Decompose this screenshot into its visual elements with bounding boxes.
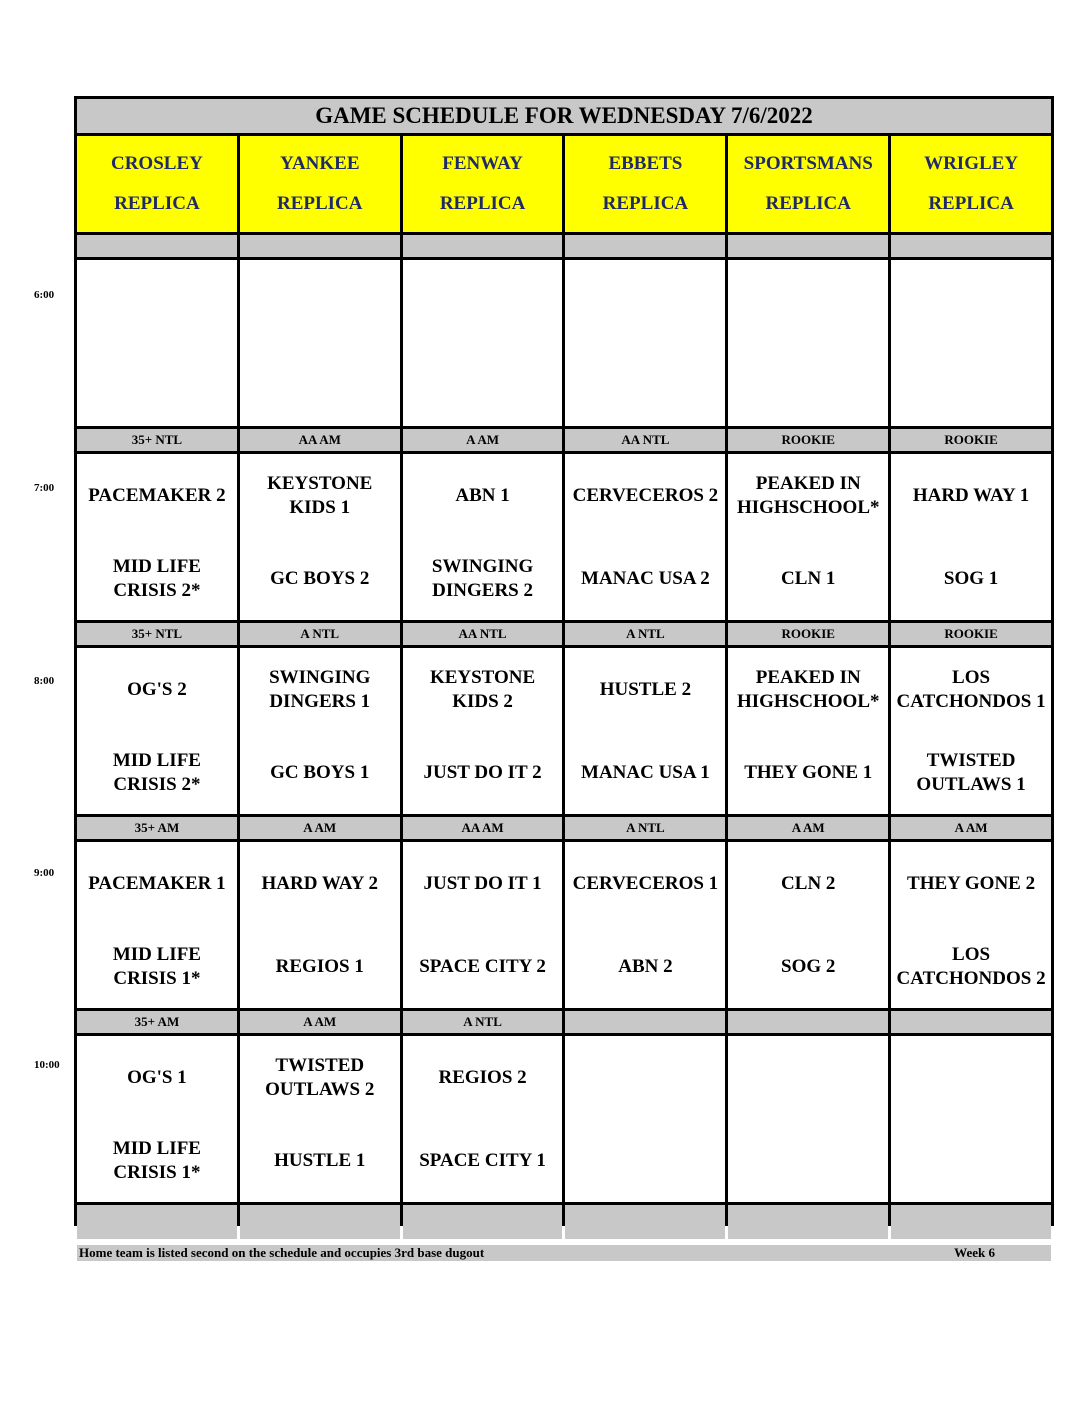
division-label: ROOKIE [728, 623, 888, 645]
away-team: PEAKED IN HIGHSCHOOL* [736, 666, 880, 712]
division-label: A AM [240, 1011, 400, 1033]
away-team: THEY GONE 2 [907, 872, 1036, 894]
game-cell [728, 842, 888, 1008]
division-label [891, 1205, 1051, 1239]
game-cell [891, 1036, 1051, 1202]
division-label [240, 235, 400, 257]
venue-name: WRIGLEY [924, 153, 1019, 174]
game-cell [403, 648, 563, 814]
away-team: CLN 2 [781, 872, 836, 894]
away-team: PACEMAKER 2 [88, 484, 226, 506]
division-label: 35+ AM [77, 1011, 237, 1033]
venue-header [403, 136, 563, 232]
away-team: HARD WAY 2 [261, 872, 378, 894]
home-team: MID LIFE CRISIS 2* [112, 555, 201, 601]
away-team: LOS CATCHONDOS 1 [896, 666, 1046, 712]
away-team: HUSTLE 2 [599, 678, 692, 700]
division-label [565, 1205, 725, 1239]
home-team: HUSTLE 1 [274, 1149, 366, 1171]
away-team [728, 1036, 888, 1119]
schedule-footer [77, 1245, 1051, 1261]
division-label [891, 235, 1051, 257]
away-team: KEYSTONE KIDS 1 [267, 472, 373, 518]
venue-name: YANKEE [279, 153, 360, 174]
home-team: LOS CATCHONDOS 2 [896, 943, 1046, 989]
division-label: ROOKIE [891, 623, 1051, 645]
home-team: REGIOS 1 [275, 955, 364, 977]
home-team: MANAC USA 2 [581, 567, 710, 589]
venue-subtitle: REPLICA [114, 193, 200, 214]
home-team [728, 1119, 888, 1202]
game-cell [240, 260, 400, 426]
division-label [77, 1205, 237, 1239]
venue-header [240, 136, 400, 232]
home-team [240, 343, 400, 426]
division-label: A NTL [403, 1011, 563, 1033]
game-cell [728, 454, 888, 620]
game-cell [565, 454, 725, 620]
home-team: GC BOYS 2 [270, 567, 370, 589]
venue-name: SPORTSMANS [743, 153, 873, 174]
venue-subtitle: REPLICA [765, 193, 851, 214]
time-label: 7:00 [34, 482, 55, 494]
game-cell [77, 260, 237, 426]
division-label [240, 1205, 400, 1239]
home-team [565, 1119, 725, 1202]
division-label: A NTL [565, 623, 725, 645]
home-team: MID LIFE CRISIS 2* [112, 749, 201, 795]
home-team [403, 343, 563, 426]
division-label [565, 1011, 725, 1033]
venue-name: FENWAY [442, 153, 523, 174]
away-team [403, 260, 563, 343]
venue-header [891, 136, 1051, 232]
game-cell [240, 454, 400, 620]
home-team: JUST DO IT 2 [423, 761, 542, 783]
home-team [728, 343, 888, 426]
away-team [891, 1036, 1051, 1119]
home-team [891, 343, 1051, 426]
division-label: A AM [403, 429, 563, 451]
game-cell [891, 454, 1051, 620]
game-cell [240, 648, 400, 814]
game-cell [403, 454, 563, 620]
away-team: ABN 1 [455, 484, 510, 506]
venue-subtitle: REPLICA [928, 193, 1014, 214]
division-label: 35+ NTL [77, 623, 237, 645]
game-cell [240, 842, 400, 1008]
division-label: ROOKIE [891, 429, 1051, 451]
footer-note: Home team is listed second on the schedule and occupies 3rd base dugout [79, 1245, 485, 1260]
game-cell [728, 648, 888, 814]
division-label [403, 235, 563, 257]
home-team: SOG 1 [943, 567, 999, 589]
away-team [565, 260, 725, 343]
game-cell [403, 1036, 563, 1202]
away-team: HARD WAY 1 [912, 484, 1030, 506]
venue-subtitle: REPLICA [602, 193, 689, 214]
home-team: MID LIFE CRISIS 1* [112, 943, 201, 989]
away-team: CERVECEROS 1 [572, 872, 719, 894]
division-label [565, 235, 725, 257]
away-team: OG'S 1 [127, 1066, 187, 1088]
week-label: Week 6 [954, 1245, 995, 1260]
home-team: THEY GONE 1 [744, 761, 873, 783]
venue-header [77, 136, 237, 232]
venue-name: CROSLEY [110, 153, 203, 174]
home-team: SPACE CITY 1 [419, 1149, 546, 1171]
division-label [77, 235, 237, 257]
division-label [891, 1011, 1051, 1033]
game-cell [565, 1036, 725, 1202]
game-cell [77, 454, 237, 620]
division-label: A NTL [565, 817, 725, 839]
game-cell [565, 842, 725, 1008]
time-label: 6:00 [34, 289, 55, 301]
game-cell [77, 1036, 237, 1202]
home-team [77, 343, 237, 426]
division-label [728, 235, 888, 257]
division-label: A AM [240, 817, 400, 839]
venue-subtitle: REPLICA [439, 193, 526, 214]
division-label: AA NTL [565, 429, 725, 451]
home-team: MID LIFE CRISIS 1* [112, 1137, 201, 1183]
home-team: CLN 1 [781, 567, 836, 589]
home-team: TWISTED OUTLAWS 1 [916, 749, 1026, 795]
division-label [728, 1011, 888, 1033]
game-cell [403, 260, 563, 426]
venue-name: EBBETS [608, 153, 683, 174]
game-cell [565, 260, 725, 426]
division-label [728, 1205, 888, 1239]
game-cell [77, 842, 237, 1008]
home-team: SOG 2 [781, 955, 836, 977]
away-team [891, 260, 1051, 343]
away-team: CERVECEROS 2 [572, 484, 719, 506]
game-cell [891, 648, 1051, 814]
away-team [77, 260, 237, 343]
game-cell [565, 648, 725, 814]
venue-header [565, 136, 725, 232]
division-label: AA AM [240, 429, 400, 451]
game-cell [240, 1036, 400, 1202]
home-team [565, 343, 725, 426]
schedule-grid [74, 96, 1054, 1260]
division-label: 35+ AM [77, 817, 237, 839]
division-label: A AM [891, 817, 1051, 839]
away-team [240, 260, 400, 343]
division-label: AA NTL [403, 623, 563, 645]
division-label [403, 1205, 563, 1239]
away-team: PACEMAKER 1 [88, 872, 226, 894]
time-label: 9:00 [34, 867, 55, 879]
game-cell [728, 260, 888, 426]
game-cell [77, 648, 237, 814]
game-cell [891, 260, 1051, 426]
game-cell [403, 842, 563, 1008]
division-label: AA AM [403, 817, 563, 839]
division-label: A NTL [240, 623, 400, 645]
division-label: A AM [728, 817, 888, 839]
away-team: REGIOS 2 [438, 1066, 527, 1088]
away-team [728, 260, 888, 343]
away-team: PEAKED IN HIGHSCHOOL* [736, 472, 880, 518]
away-team: TWISTED OUTLAWS 2 [265, 1054, 375, 1100]
away-team: SWINGING DINGERS 1 [269, 666, 371, 712]
time-label: 10:00 [34, 1059, 60, 1071]
division-label: 35+ NTL [77, 429, 237, 451]
game-cell [728, 1036, 888, 1202]
away-team: OG'S 2 [127, 678, 187, 700]
game-cell [891, 842, 1051, 1008]
away-team: JUST DO IT 1 [423, 872, 542, 894]
home-team: SPACE CITY 2 [419, 955, 546, 977]
away-team [565, 1036, 725, 1119]
away-team: KEYSTONE KIDS 2 [429, 666, 536, 712]
schedule-title: GAME SCHEDULE FOR WEDNESDAY 7/6/2022 [77, 99, 1051, 133]
home-team [891, 1119, 1051, 1202]
home-team: GC BOYS 1 [270, 761, 370, 783]
time-label: 8:00 [34, 675, 55, 687]
venue-header [728, 136, 888, 232]
division-label: ROOKIE [728, 429, 888, 451]
home-team: SWINGING DINGERS 2 [431, 555, 534, 601]
venue-subtitle: REPLICA [276, 193, 363, 214]
home-team: ABN 2 [618, 955, 673, 977]
home-team: MANAC USA 1 [581, 761, 710, 783]
